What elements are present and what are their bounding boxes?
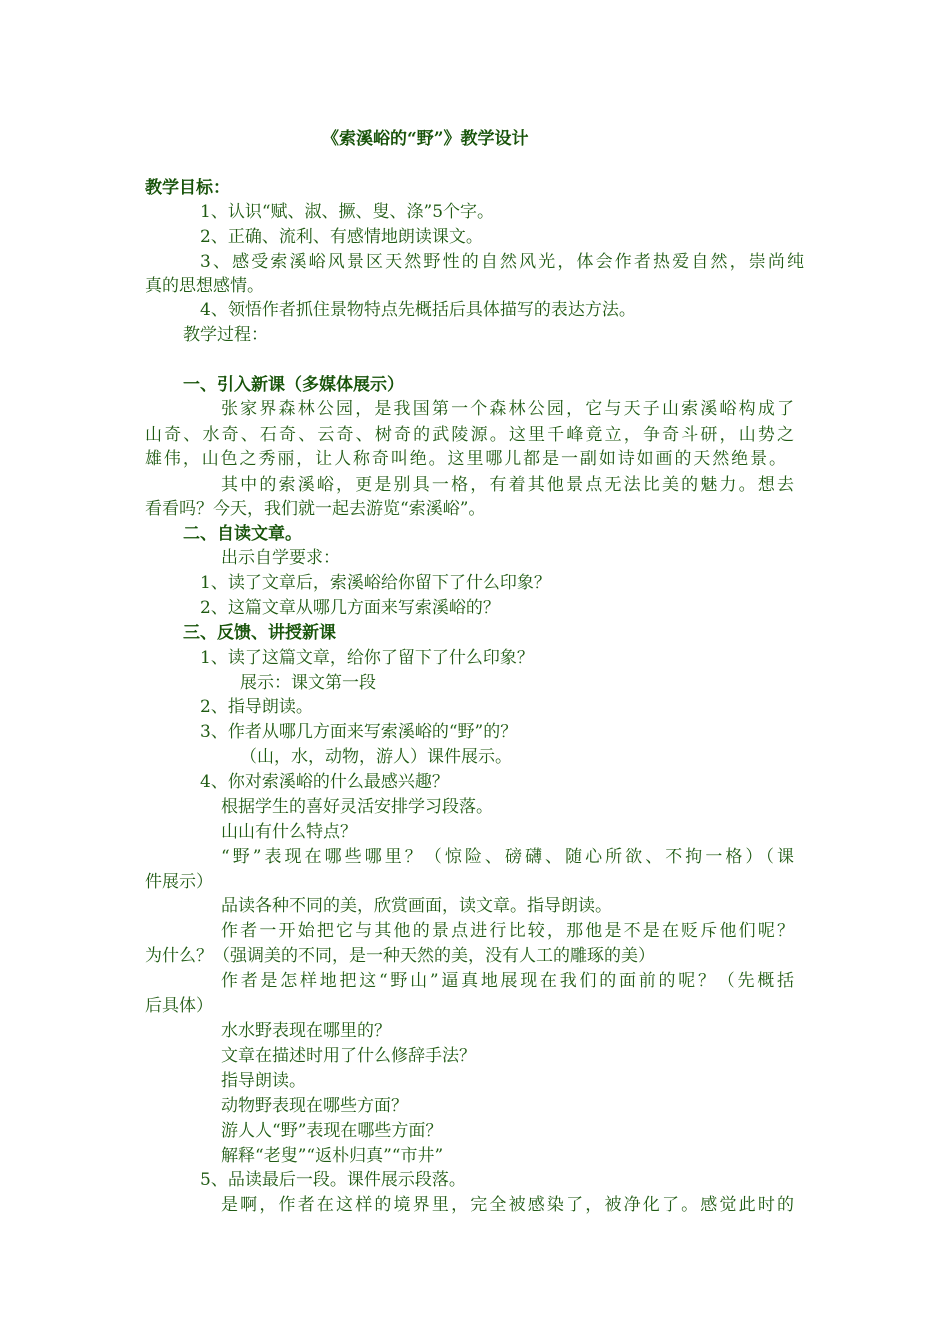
paragraph-line: 1、读了这篇文章，给你了留下了什么印象？: [200, 648, 534, 668]
paragraph-line: 游人人“野”表现在哪些方面？: [221, 1121, 443, 1141]
goal-line: 1、认识“赋、淑、撅、叟、涤”5个字。: [200, 202, 495, 222]
section-heading: 三、反馈、讲授新课: [183, 623, 336, 643]
goal-line: 真的思想感情。: [145, 276, 264, 296]
paragraph-line: 作者一开始把它与其他的景点进行比较，那他是不是在贬斥他们呢？: [221, 921, 794, 941]
paragraph-line: 3、作者从哪几方面来写索溪峪的“野”的？: [200, 722, 518, 742]
paragraph-line: 看看吗？今天，我们就一起去游览“索溪峪”。: [145, 499, 486, 519]
paragraph-line: 出示自学要求：: [221, 548, 340, 568]
section-heading: 二、自读文章。: [183, 524, 302, 544]
paragraph-line: 指导朗读。: [221, 1071, 306, 1091]
paragraph-line: 文章在描述时用了什么修辞手法？: [221, 1046, 476, 1066]
paragraph-line: 山奇、水奇、石奇、云奇、树奇的武陵源。这里千峰竟立，争奇斗研，山势之: [145, 425, 794, 445]
paragraph-line: 动物野表现在哪些方面？: [221, 1096, 408, 1116]
paragraph-line: 2、这篇文章从哪几方面来写索溪峪的？: [200, 598, 500, 618]
paragraph-line: 其中的索溪峪，更是别具一格，有着其他景点无法比美的魅力。想去: [221, 475, 794, 495]
goals-heading: 教学目标：: [145, 178, 230, 198]
process-heading: 教学过程：: [183, 325, 268, 345]
paragraph-line: 5、品读最后一段。课件展示段落。: [200, 1170, 466, 1190]
paragraph-line: 展示：课文第一段: [240, 673, 376, 693]
paragraph-line: 1、读了文章后，索溪峪给你留下了什么印象？: [200, 573, 551, 593]
paragraph-line: 后具体）: [145, 996, 213, 1016]
page-title: 《索溪峪的“野”》教学设计: [322, 129, 529, 149]
paragraph-line: 品读各种不同的美，欣赏画面，读文章。指导朗读。: [221, 896, 612, 916]
paragraph-line: 根据学生的喜好灵活安排学习段落。: [221, 797, 493, 817]
paragraph-line: “野”表现在哪些哪里？（惊险、磅礴、随心所欲、不拘一格）（课: [221, 847, 794, 867]
goal-line: 2、正确、流利、有感情地朗读课文。: [200, 227, 483, 247]
paragraph-line: 解释“老叟”“返朴归真”“市井”: [221, 1146, 444, 1166]
goal-line: 3、感受索溪峪风景区天然野性的自然风光，体会作者热爱自然，崇尚纯: [200, 252, 804, 272]
paragraph-line: 山山有什么特点？: [221, 822, 357, 842]
paragraph-line: 水水野表现在哪里的？: [221, 1021, 391, 1041]
paragraph-line: 张家界森林公园，是我国第一个森林公园，它与天子山索溪峪构成了: [221, 399, 794, 419]
goal-line: 4、领悟作者抓住景物特点先概括后具体描写的表达方法。: [200, 300, 636, 320]
paragraph-line: 4、你对索溪峪的什么最感兴趣？: [200, 772, 449, 792]
paragraph-line: 是啊，作者在这样的境界里，完全被感染了，被净化了。感觉此时的: [221, 1195, 794, 1215]
section-heading: 一、引入新课（多媒体展示）: [183, 375, 404, 395]
paragraph-line: 雄伟，山色之秀丽，让人称奇叫绝。这里哪儿都是一副如诗如画的天然绝景。: [145, 449, 786, 469]
paragraph-line: 为什么？（强调美的不同，是一种天然的美，没有人工的雕琢的美）: [145, 946, 655, 966]
paragraph-line: 2、指导朗读。: [200, 697, 313, 717]
paragraph-line: （山，水，动物，游人）课件展示。: [240, 747, 512, 767]
paragraph-line: 作者是怎样地把这“野山”逼真地展现在我们的面前的呢？（先概括: [221, 971, 794, 991]
paragraph-line: 件展示）: [145, 872, 213, 892]
